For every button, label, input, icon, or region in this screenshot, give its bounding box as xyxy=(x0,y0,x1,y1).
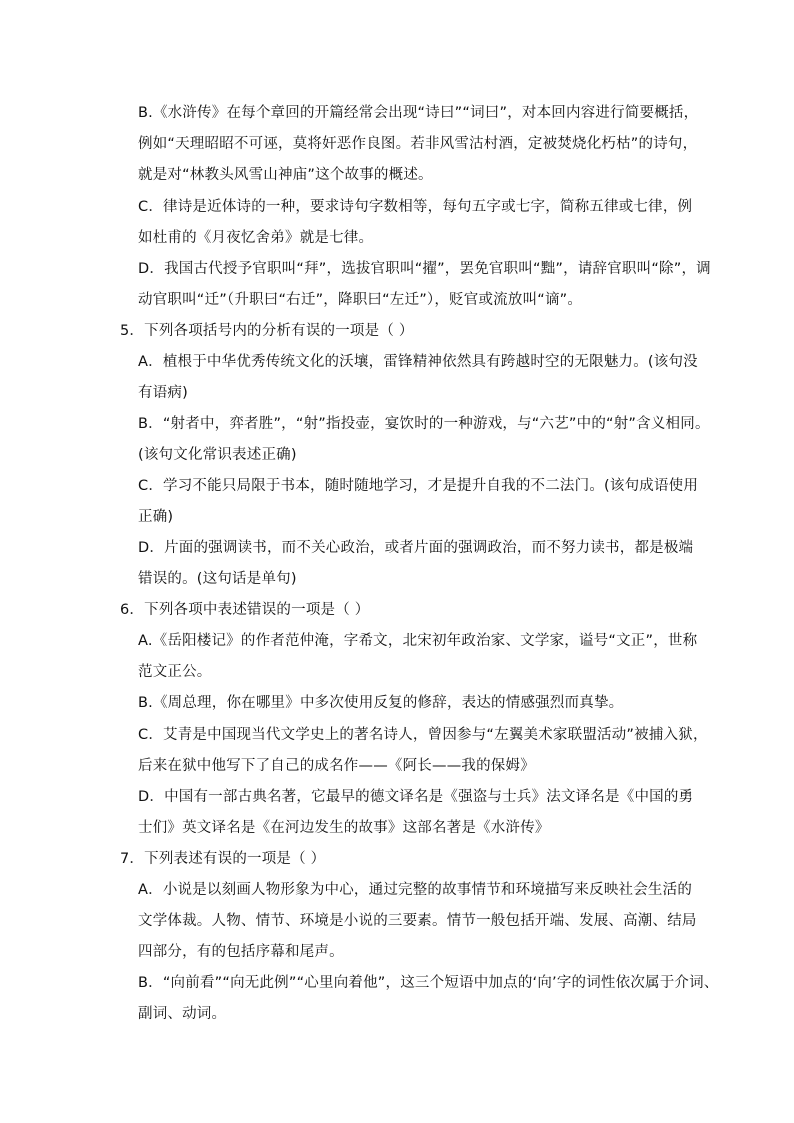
q4-option-d-line-2: 动官职叫“迁”（升职曰“右迁”，降职曰“左迁”），贬官或流放叫“谪”。 xyxy=(138,292,583,308)
q6-option-a-line-1: A.《岳阳楼记》的作者范仲淹，字希文，北宋初年政治家、文学家，谥号“文正”，世称 xyxy=(138,633,698,649)
q5-option-a-line-2: 有语病) xyxy=(138,385,188,401)
q4-option-b-line-1: B.《水浒传》在每个章回的开篇经常会出现“诗曰”“词曰”，对本回内容进行简要概括， xyxy=(138,105,699,121)
q5-option-b-line-1: B．“射者中，弈者胜”，“射”指投壶，宴饮时的一种游戏，与“六艺”中的“射”含义相同。 xyxy=(138,416,710,432)
q5-option-c-line-2: 正确) xyxy=(138,509,174,525)
q6-option-d-line-1: D．中国有一部古典名著，它最早的德文译名是《强盗与士兵》法文译名是《中国的勇 xyxy=(138,789,694,805)
q5-option-d-line-1: D．片面的强调读书，而不关心政治，或者片面的强调政治，而不努力读书，都是极端 xyxy=(138,540,694,556)
q5-stem: 5．下列各项括号内的分析有误的一项是（ ） xyxy=(120,323,414,339)
q6-option-c-line-1: C．艾青是中国现当代文学史上的著名诗人，曾因参与“左翼美术家联盟活动”被捕入狱， xyxy=(138,727,708,743)
q6-option-a-line-2: 范文正公。 xyxy=(138,664,212,680)
q4-option-c-line-2: 如杜甫的《月夜忆舍弟》就是七律。 xyxy=(138,230,374,246)
q5-option-c-line-1: C．学习不能只局限于书本，随时随地学习，才是提升自我的不二法门。(该句成语使用 xyxy=(138,478,699,494)
q4-option-b-line-3: 就是对“林教头风雪山神庙”这个故事的概述。 xyxy=(138,167,433,183)
q5-option-d-line-2: 错误的。(这句话是单句) xyxy=(138,571,297,587)
q7-option-a-line-1: A．小说是以刻画人物形象为中心，通过完整的故事情节和环境描写来反映社会生活的 xyxy=(138,882,693,898)
q7-option-b-line-1: B．“向前看”“向无此例”“心里向着他”，这三个短语中加点的‘向’字的词性依次属于介词、 xyxy=(138,975,719,991)
q5-option-a-line-1: A．植根于中华优秀传统文化的沃壤，雷锋精神依然具有跨越时空的无限魅力。(该句没 xyxy=(138,354,698,370)
q6-stem: 6．下列各项中表述错误的一项是（ ） xyxy=(120,602,370,618)
q4-option-b-line-2: 例如“天理昭昭不可诬，莫将奸恶作良图。若非风雪沽村酒，定被焚烧化朽枯”的诗句， xyxy=(138,136,698,152)
q7-option-a-line-2: 文学体裁。人物、情节、环境是小说的三要素。情节一般包括开端、发展、高潮、结局 xyxy=(138,913,697,929)
q4-option-c-line-1: C．律诗是近体诗的一种，要求诗句字数相等，每句五字或七字，简称五律或七律，例 xyxy=(138,199,693,215)
q7-stem: 7．下列表述有误的一项是（ ） xyxy=(120,851,326,867)
q6-option-b-line-1: B.《周总理，你在哪里》中多次使用反复的修辞，表达的情感强烈而真挚。 xyxy=(138,695,624,711)
q6-option-c-line-2: 后来在狱中他写下了自己的成名作——《阿长——我的保姆》 xyxy=(138,758,535,774)
q5-option-b-line-2: (该句文化常识表述正确) xyxy=(138,447,297,463)
q4-option-d-line-1: D．我国古代授予官职叫“拜”，选拔官职叫“擢”，罢免官职叫“黜”，请辞官职叫“除”，调 xyxy=(138,261,711,277)
q7-option-a-line-3: 四部分，有的包括序幕和尾声。 xyxy=(138,944,344,960)
q7-option-b-line-2: 副词、动词。 xyxy=(138,1006,227,1022)
q6-option-d-line-2: 士们》英文译名是《在河边发生的故事》这部名著是《水浒传》 xyxy=(138,820,550,836)
